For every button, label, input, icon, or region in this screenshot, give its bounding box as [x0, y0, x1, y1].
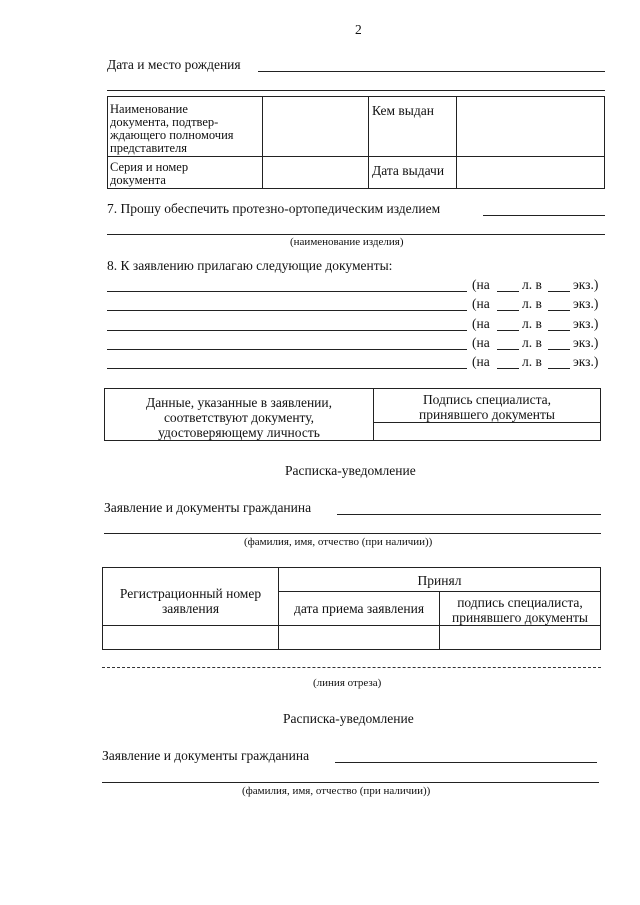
- verification-table: [104, 388, 601, 441]
- receipt1-title: Расписка-уведомление: [285, 463, 416, 478]
- attachment-line[interactable]: [107, 291, 467, 292]
- receipt2-fill-line-2[interactable]: [102, 782, 599, 783]
- doc-name-line-2: документа, подтвер-: [110, 115, 219, 129]
- signature-line-2: принявшего документы: [451, 610, 588, 625]
- reg-number-field[interactable]: [103, 626, 279, 650]
- attachment-na: (на: [472, 316, 490, 331]
- specialist-signature-line-1: Подпись специалиста,: [422, 392, 552, 407]
- issued-by-label: Кем выдан: [369, 97, 457, 157]
- receipt1-line-label: Заявление и документы гражданина: [104, 500, 312, 515]
- doc-name-cell: [108, 97, 263, 157]
- attachment-na: (на: [472, 277, 490, 292]
- attachment-ekz: экз.): [573, 296, 599, 311]
- series-number-line-1: Серия и номер: [110, 160, 189, 174]
- attachment-copies-line[interactable]: [548, 291, 570, 292]
- item7-text: 7. Прошу обеспечить протезно-ортопедическим изделием: [107, 201, 441, 216]
- attachment-ekz: экз.): [573, 277, 599, 292]
- reg-number-line-2: заявления: [161, 601, 220, 616]
- item7-fill-line[interactable]: [483, 215, 605, 216]
- attachment-pages-line[interactable]: [497, 310, 519, 311]
- accepted-header: Принял: [279, 568, 601, 592]
- attachment-pages-line[interactable]: [497, 330, 519, 331]
- receipt2-caption: (фамилия, имя, отчество (при наличии)): [242, 785, 431, 797]
- attachment-l: л. в: [522, 335, 542, 350]
- receipt2-title: Расписка-уведомление: [283, 711, 414, 726]
- signature-field[interactable]: [440, 626, 601, 650]
- date-header: дата приема заявления: [279, 592, 440, 626]
- attachment-line[interactable]: [107, 349, 467, 350]
- signature-line-1: подпись специалиста,: [457, 595, 583, 610]
- item7-fill-line-2[interactable]: [107, 234, 605, 235]
- attachment-pages-line[interactable]: [497, 291, 519, 292]
- attachment-ekz: экз.): [573, 316, 599, 331]
- representative-document-table: [107, 96, 605, 189]
- attachment-na: (на: [472, 354, 490, 369]
- attachment-copies-line[interactable]: [548, 310, 570, 311]
- doc-name-line-4: представителя: [110, 141, 187, 155]
- attachment-l: л. в: [522, 316, 542, 331]
- issue-date-label: Дата выдачи: [369, 157, 457, 189]
- attachment-line[interactable]: [107, 310, 467, 311]
- birth-fill-line[interactable]: [258, 71, 605, 72]
- doc-name-line-1: Наименование: [110, 102, 188, 116]
- cut-line-caption: (линия отреза): [313, 677, 382, 689]
- attachment-na: (на: [472, 296, 490, 311]
- attachment-ekz: экз.): [573, 335, 599, 350]
- receipt1-fill-line[interactable]: [337, 514, 601, 515]
- receipt1-caption: (фамилия, имя, отчество (при наличии)): [244, 536, 433, 548]
- birth-label: Дата и место рождения: [107, 57, 241, 72]
- attachment-line[interactable]: [107, 368, 467, 369]
- cut-line: [102, 667, 601, 668]
- attachment-l: л. в: [522, 277, 542, 292]
- reg-number-header: [103, 568, 279, 626]
- series-number-cell: [108, 157, 263, 189]
- attachment-copies-line[interactable]: [548, 330, 570, 331]
- verification-line-1: Данные, указанные в заявлении,: [145, 395, 333, 410]
- verification-statement-cell: [105, 389, 374, 441]
- series-number-value[interactable]: [263, 157, 369, 189]
- doc-name-line-3: ждающего полномочия: [110, 128, 234, 142]
- receipt2-fill-line[interactable]: [335, 762, 597, 763]
- verification-line-3: удостоверяющему личность: [158, 425, 320, 440]
- date-field[interactable]: [279, 626, 440, 650]
- specialist-signature-field[interactable]: [374, 423, 601, 441]
- birth-fill-line-2[interactable]: [107, 90, 605, 91]
- series-number-line-2: документа: [110, 173, 166, 187]
- attachment-pages-line[interactable]: [497, 368, 519, 369]
- issued-by-value[interactable]: [457, 97, 605, 157]
- receipt1-fill-line-2[interactable]: [104, 533, 601, 534]
- attachment-pages-line[interactable]: [497, 349, 519, 350]
- attachment-line[interactable]: [107, 330, 467, 331]
- item7-caption: (наименование изделия): [290, 236, 404, 248]
- doc-name-value[interactable]: [263, 97, 369, 157]
- attachment-l: л. в: [522, 296, 542, 311]
- attachment-l: л. в: [522, 354, 542, 369]
- specialist-signature-header: [374, 389, 601, 423]
- page-number: 2: [355, 22, 362, 37]
- attachment-copies-line[interactable]: [548, 349, 570, 350]
- attachment-na: (на: [472, 335, 490, 350]
- attachment-ekz: экз.): [573, 354, 599, 369]
- attachment-copies-line[interactable]: [548, 368, 570, 369]
- verification-line-2: соответствуют документу,: [163, 410, 315, 425]
- issue-date-value[interactable]: [457, 157, 605, 189]
- reg-number-line-1: Регистрационный номер: [119, 586, 262, 601]
- specialist-signature-line-2: принявшего документы: [418, 407, 555, 422]
- registration-table: [102, 567, 601, 650]
- signature-header: [440, 592, 601, 626]
- receipt2-line-label: Заявление и документы гражданина: [102, 748, 310, 763]
- item8-text: 8. К заявлению прилагаю следующие документы:: [107, 258, 393, 273]
